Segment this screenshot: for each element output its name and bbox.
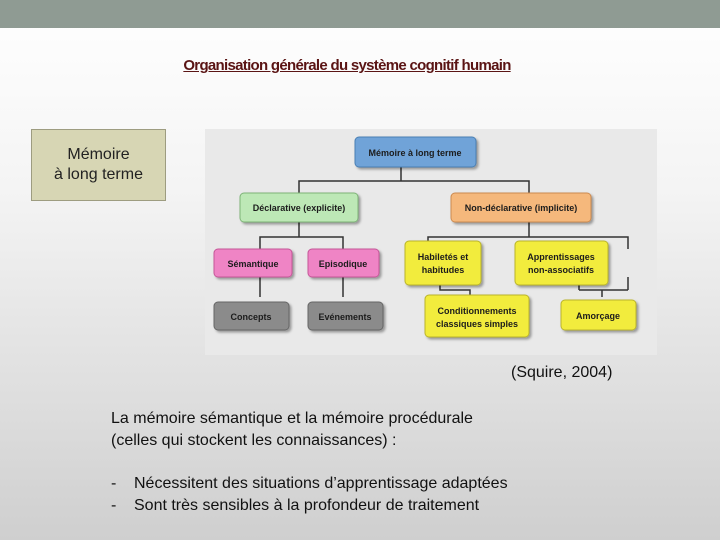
node-semantic: [214, 249, 292, 277]
node-non-declarative: [451, 193, 591, 222]
bullet-list: [111, 473, 508, 517]
node-skills-habits: [405, 241, 481, 285]
svg-text:non-associatifs: non-associatifs: [527, 265, 595, 275]
body-paragraph: [111, 408, 631, 452]
node-priming: [561, 300, 636, 330]
slide-title: Organisation générale du système cognitif humain: [183, 57, 511, 74]
node-concepts: [214, 302, 289, 330]
node-declarative: [240, 193, 358, 222]
paragraph-line-2: (celles qui stockent les connaissances) :: [111, 432, 397, 449]
node-non-associative-learning: [515, 241, 608, 285]
svg-text:Evénements: Evénements: [318, 312, 372, 322]
svg-text:Amorçage: Amorçage: [575, 311, 621, 321]
citation: (Squire, 2004): [511, 364, 613, 381]
node-events: [308, 302, 383, 330]
paragraph-line-1: La mémoire sémantique et la mémoire procédurale: [111, 410, 473, 427]
svg-text:Habiletés et: Habiletés et: [417, 252, 469, 262]
bullet-item: [111, 495, 508, 517]
svg-text:Apprentissages: Apprentissages: [527, 252, 595, 262]
svg-text:Sémantique: Sémantique: [227, 259, 279, 269]
svg-text:Non-déclarative (implicite): Non-déclarative (implicite): [464, 203, 578, 213]
memory-diagram: [205, 129, 657, 355]
memory-diagram-svg: [205, 129, 657, 355]
callout-box: Mémoire à long terme: [31, 129, 166, 201]
svg-text:classiques simples: classiques simples: [435, 319, 519, 329]
bullet-text: Sont très sensibles à la profondeur de traitement: [134, 497, 480, 514]
svg-text:Déclarative (explicite): Déclarative (explicite): [252, 203, 346, 213]
svg-text:Mémoire à long terme: Mémoire à long terme: [368, 148, 462, 158]
top-bar: [0, 0, 720, 28]
svg-text:habitudes: habitudes: [421, 265, 465, 275]
svg-text:Concepts: Concepts: [230, 312, 272, 322]
svg-text:Conditionnements: Conditionnements: [437, 306, 517, 316]
node-episodic: [308, 249, 379, 277]
bullet-text: Nécessitent des situations d’apprentissage adaptées: [134, 475, 508, 492]
bullet-dash: -: [111, 497, 117, 514]
node-long-term-memory: [355, 137, 476, 167]
node-classical-conditioning: [425, 295, 529, 337]
bullet-item: [111, 473, 508, 495]
bullet-dash: -: [111, 475, 117, 492]
svg-text:Episodique: Episodique: [318, 259, 368, 269]
